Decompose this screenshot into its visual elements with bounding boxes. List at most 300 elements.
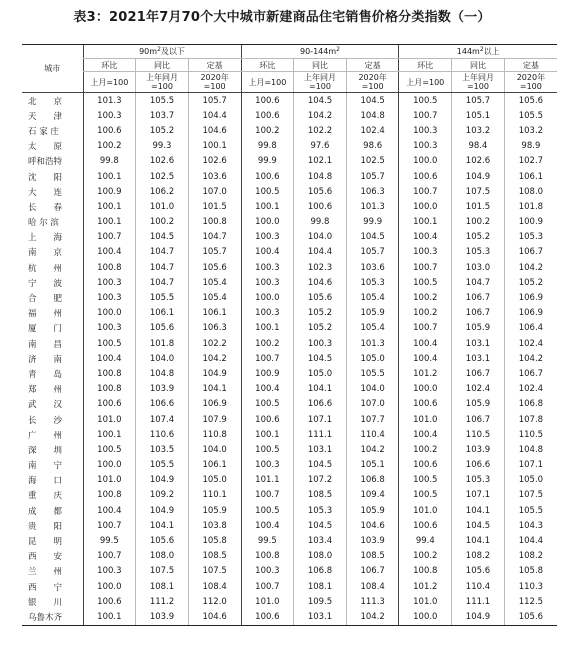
value-cell-fixed-base: 106.7 [504,366,557,381]
value-cell-mom: 100.7 [399,108,452,123]
value-cell-mom: 101.0 [399,594,452,609]
table-title: 表3：2021年7月70个大中城市新建商品住宅销售价格分类指数（一） [73,10,491,25]
city-cell: 南 昌 [28,339,63,350]
value-cell-yoy: 104.1 [452,533,505,548]
value-cell-mom: 100.6 [83,594,136,609]
value-cell-fixed-base: 105.6 [504,93,557,109]
value-cell-fixed-base: 112.0 [188,594,241,609]
city-cell: 广 州 [28,430,63,441]
city-cell: 济 南 [28,354,63,365]
value-cell-fixed-base: 104.0 [346,382,399,397]
value-cell-fixed-base: 104.6 [346,518,399,533]
city-cell: 南 京 [28,248,63,259]
value-cell-mom: 100.5 [399,473,452,488]
value-cell-yoy: 100.2 [452,215,505,230]
value-cell-yoy: 103.1 [452,336,505,351]
value-cell-fixed-base: 106.3 [346,184,399,199]
table-row [22,458,557,473]
value-cell-fixed-base: 104.7 [188,230,241,245]
table-row [22,215,557,230]
value-cell-fixed-base: 103.6 [346,260,399,275]
value-cell-mom: 100.2 [399,306,452,321]
group-header-small: $90m^2$及以下 [83,45,241,59]
value-cell-yoy: 99.3 [136,139,189,154]
value-cell-mom: 100.6 [241,412,294,427]
city-cell: 沈 阳 [28,172,63,183]
value-cell-mom: 100.0 [241,290,294,305]
value-cell-yoy: 104.1 [294,382,347,397]
value-cell-fixed-base: 106.8 [504,397,557,412]
value-cell-mom: 100.5 [241,503,294,518]
value-cell-yoy: 105.7 [452,93,505,109]
value-cell-mom: 100.8 [241,549,294,564]
value-cell-fixed-base: 107.0 [346,397,399,412]
value-cell-fixed-base: 109.4 [346,488,399,503]
table-row [22,275,557,290]
table-row [22,412,557,427]
table-row [22,336,557,351]
table-row [22,230,557,245]
value-cell-fixed-base: 108.4 [188,579,241,594]
value-cell-mom: 100.0 [241,215,294,230]
value-cell-mom: 100.3 [83,564,136,579]
table-row [22,533,557,548]
value-cell-fixed-base: 100.8 [188,215,241,230]
base-header-yoy: 上年同月 =100 [294,72,347,93]
value-cell-yoy: 103.9 [136,609,189,625]
value-cell-yoy: 108.2 [452,549,505,564]
value-cell-fixed-base: 106.8 [346,473,399,488]
value-cell-fixed-base: 105.7 [188,93,241,109]
table-row [22,351,557,366]
city-cell: 成 都 [28,506,63,517]
value-cell-mom: 100.6 [399,458,452,473]
value-cell-fixed-base: 105.0 [188,473,241,488]
value-cell-fixed-base: 101.5 [188,199,241,214]
sub-header-fixed-base: 定基 [504,59,557,72]
base-header-fixed-base: 2020年 =100 [188,72,241,93]
value-cell-mom: 100.7 [241,351,294,366]
value-cell-yoy: 108.0 [136,549,189,564]
value-cell-yoy: 106.7 [452,412,505,427]
value-cell-fixed-base: 111.3 [346,594,399,609]
value-cell-mom: 100.6 [83,123,136,138]
value-cell-fixed-base: 105.6 [504,609,557,625]
value-cell-yoy: 104.1 [452,503,505,518]
value-cell-mom: 100.1 [399,215,452,230]
value-cell-mom: 100.3 [241,458,294,473]
value-cell-yoy: 107.2 [294,473,347,488]
value-cell-mom: 100.3 [241,230,294,245]
city-cell: 海 口 [28,476,63,487]
table-row [22,306,557,321]
value-cell-yoy: 104.7 [136,260,189,275]
value-cell-yoy: 106.7 [452,290,505,305]
city-cell: 武 汉 [28,400,63,411]
value-cell-fixed-base: 104.2 [346,609,399,625]
value-cell-mom: 100.0 [399,154,452,169]
value-cell-yoy: 105.5 [136,458,189,473]
value-cell-yoy: 106.2 [136,184,189,199]
value-cell-mom: 100.1 [241,321,294,336]
value-cell-yoy: 105.3 [452,473,505,488]
value-cell-mom: 100.3 [241,260,294,275]
value-cell-mom: 100.4 [83,245,136,260]
city-column-header: 城市 [22,45,83,93]
value-cell-yoy: 102.5 [136,169,189,184]
value-cell-yoy: 99.8 [294,215,347,230]
value-cell-fixed-base: 110.5 [504,427,557,442]
value-cell-yoy: 104.5 [294,93,347,109]
value-cell-yoy: 104.1 [136,518,189,533]
value-cell-yoy: 103.4 [294,533,347,548]
value-cell-fixed-base: 104.3 [504,518,557,533]
value-cell-yoy: 108.1 [136,579,189,594]
value-cell-mom: 100.3 [83,275,136,290]
value-cell-mom: 100.8 [83,382,136,397]
table-row [22,93,557,109]
value-cell-yoy: 105.6 [136,533,189,548]
value-cell-mom: 100.7 [399,260,452,275]
value-cell-fixed-base: 103.6 [188,169,241,184]
value-cell-mom: 100.7 [241,579,294,594]
sub-header-yoy: 同比 [136,59,189,72]
value-cell-mom: 101.0 [83,473,136,488]
value-cell-yoy: 103.0 [452,260,505,275]
value-cell-fixed-base: 104.8 [346,108,399,123]
value-cell-yoy: 100.6 [294,199,347,214]
value-cell-fixed-base: 101.3 [346,199,399,214]
value-cell-mom: 100.5 [399,93,452,109]
value-cell-yoy: 108.0 [294,549,347,564]
table-row [22,108,557,123]
city-cell: 青 岛 [28,369,63,380]
value-cell-yoy: 105.9 [452,397,505,412]
value-cell-mom: 100.2 [399,290,452,305]
value-cell-yoy: 102.3 [294,260,347,275]
city-cell: 贵 阳 [28,521,63,532]
value-cell-mom: 100.3 [399,245,452,260]
city-cell: 呼和浩特 [28,157,63,168]
value-cell-yoy: 106.7 [452,306,505,321]
value-cell-yoy: 105.2 [294,321,347,336]
value-cell-fixed-base: 107.0 [188,184,241,199]
value-cell-fixed-base: 98.9 [504,139,557,154]
value-cell-yoy: 104.7 [136,275,189,290]
table-row [22,169,557,184]
value-cell-mom: 101.2 [399,579,452,594]
value-cell-fixed-base: 110.4 [346,427,399,442]
sub-header-fixed-base: 定基 [346,59,399,72]
table-row [22,427,557,442]
value-cell-mom: 100.6 [399,518,452,533]
value-cell-fixed-base: 106.1 [188,306,241,321]
value-cell-yoy: 105.3 [294,503,347,518]
value-cell-mom: 100.4 [83,351,136,366]
value-cell-fixed-base: 104.9 [188,366,241,381]
value-cell-mom: 100.7 [399,321,452,336]
value-cell-yoy: 103.9 [452,442,505,457]
value-cell-yoy: 105.6 [452,564,505,579]
table-row [22,488,557,503]
value-cell-mom: 100.6 [241,93,294,109]
value-cell-fixed-base: 108.2 [504,549,557,564]
value-cell-fixed-base: 105.7 [346,169,399,184]
value-cell-fixed-base: 106.4 [504,321,557,336]
value-cell-fixed-base: 106.9 [504,306,557,321]
table-row [22,366,557,381]
value-cell-mom: 100.4 [399,427,452,442]
sub-header-yoy: 同比 [452,59,505,72]
value-cell-mom: 100.3 [83,290,136,305]
base-header-yoy: 上年同月 =100 [452,72,505,93]
value-cell-yoy: 104.0 [136,351,189,366]
value-cell-yoy: 107.1 [452,488,505,503]
value-cell-yoy: 105.2 [294,306,347,321]
value-cell-fixed-base: 106.9 [504,290,557,305]
value-cell-yoy: 110.4 [452,579,505,594]
value-cell-mom: 100.4 [241,382,294,397]
table-row [22,154,557,169]
value-cell-yoy: 105.6 [136,321,189,336]
value-cell-yoy: 104.4 [294,245,347,260]
value-cell-mom: 100.1 [83,169,136,184]
value-cell-yoy: 105.6 [294,184,347,199]
value-cell-yoy: 105.0 [294,366,347,381]
value-cell-fixed-base: 108.4 [346,579,399,594]
value-cell-yoy: 106.6 [452,458,505,473]
value-cell-fixed-base: 112.5 [504,594,557,609]
table-row [22,184,557,199]
table-row [22,579,557,594]
value-cell-fixed-base: 104.5 [346,230,399,245]
value-cell-fixed-base: 102.5 [346,154,399,169]
table-row [22,473,557,488]
value-cell-fixed-base: 108.5 [346,549,399,564]
table-body [22,93,557,626]
value-cell-yoy: 104.2 [294,108,347,123]
value-cell-mom: 100.1 [83,199,136,214]
value-cell-yoy: 103.7 [136,108,189,123]
value-cell-fixed-base: 107.8 [504,412,557,427]
value-cell-fixed-base: 105.9 [188,503,241,518]
table-row [22,397,557,412]
value-cell-mom: 100.2 [83,139,136,154]
city-cell: 大 连 [28,187,63,198]
value-cell-yoy: 105.6 [294,290,347,305]
value-cell-mom: 100.5 [399,488,452,503]
value-cell-fixed-base: 103.8 [188,518,241,533]
base-header-mom: 上月=100 [241,72,294,93]
value-cell-mom: 101.1 [241,473,294,488]
table-row [22,260,557,275]
value-cell-yoy: 105.9 [452,321,505,336]
value-cell-fixed-base: 106.7 [504,245,557,260]
value-cell-mom: 100.0 [399,609,452,625]
value-cell-mom: 101.0 [241,594,294,609]
value-cell-mom: 101.2 [399,366,452,381]
table-row [22,442,557,457]
value-cell-fixed-base: 105.7 [188,245,241,260]
value-cell-yoy: 102.4 [452,382,505,397]
table-row [22,245,557,260]
city-cell: 长 沙 [28,415,63,426]
value-cell-fixed-base: 105.3 [504,230,557,245]
value-cell-yoy: 106.6 [294,397,347,412]
value-cell-mom: 100.0 [83,306,136,321]
value-cell-mom: 100.1 [83,215,136,230]
value-cell-mom: 100.6 [241,169,294,184]
sub-header-mom: 环比 [399,59,452,72]
value-cell-mom: 100.6 [241,609,294,625]
value-cell-mom: 100.5 [399,275,452,290]
value-cell-yoy: 103.1 [294,442,347,457]
city-cell: 福 州 [28,309,63,320]
value-cell-mom: 100.2 [241,123,294,138]
value-cell-mom: 100.3 [241,564,294,579]
city-cell: 西 安 [28,552,63,563]
table-row [22,609,557,625]
table-row [22,382,557,397]
value-cell-yoy: 103.5 [136,442,189,457]
value-cell-fixed-base: 105.4 [188,275,241,290]
value-cell-fixed-base: 104.2 [504,260,557,275]
value-cell-mom: 100.2 [399,549,452,564]
table-row [22,139,557,154]
table-row [22,594,557,609]
value-cell-fixed-base: 110.1 [188,488,241,503]
value-cell-fixed-base: 105.7 [346,245,399,260]
table-row [22,321,557,336]
value-cell-fixed-base: 102.6 [188,154,241,169]
value-cell-mom: 100.3 [83,108,136,123]
value-cell-mom: 100.9 [241,366,294,381]
value-cell-fixed-base: 110.8 [188,427,241,442]
city-cell: 宁 波 [28,278,63,289]
value-cell-fixed-base: 102.2 [188,336,241,351]
value-cell-yoy: 104.9 [452,169,505,184]
value-cell-mom: 99.8 [83,154,136,169]
value-cell-mom: 100.4 [399,230,452,245]
value-cell-yoy: 108.1 [294,579,347,594]
value-cell-yoy: 104.6 [294,275,347,290]
table-row [22,123,557,138]
value-cell-fixed-base: 105.2 [504,275,557,290]
value-cell-mom: 100.4 [399,336,452,351]
value-cell-yoy: 108.5 [294,488,347,503]
city-cell: 兰 州 [28,567,63,578]
city-cell: 乌鲁木齐 [22,609,83,625]
value-cell-yoy: 103.1 [294,609,347,625]
value-cell-mom: 100.3 [399,139,452,154]
table-row [22,290,557,305]
value-cell-fixed-base: 105.5 [346,366,399,381]
value-cell-mom: 99.5 [83,533,136,548]
value-cell-yoy: 104.7 [136,245,189,260]
value-cell-fixed-base: 103.2 [504,123,557,138]
value-cell-mom: 100.4 [241,518,294,533]
value-cell-yoy: 104.8 [136,366,189,381]
table-row [22,564,557,579]
value-cell-mom: 100.7 [83,549,136,564]
city-cell: 西 宁 [28,582,63,593]
value-cell-mom: 100.5 [241,397,294,412]
value-cell-fixed-base: 104.0 [188,442,241,457]
value-cell-fixed-base: 105.4 [346,321,399,336]
value-cell-yoy: 107.4 [136,412,189,427]
value-cell-yoy: 107.5 [452,184,505,199]
table-row [22,518,557,533]
city-cell: 石 家 庄 [28,126,59,137]
value-cell-fixed-base: 106.1 [188,458,241,473]
value-cell-yoy: 106.7 [452,366,505,381]
table-row [22,199,557,214]
value-cell-fixed-base: 107.9 [188,412,241,427]
value-cell-mom: 100.0 [399,382,452,397]
value-cell-fixed-base: 105.4 [188,290,241,305]
value-cell-yoy: 111.1 [452,594,505,609]
value-cell-fixed-base: 105.1 [346,458,399,473]
value-cell-mom: 100.6 [399,397,452,412]
value-cell-yoy: 106.1 [136,306,189,321]
value-cell-mom: 100.0 [83,579,136,594]
value-cell-mom: 101.0 [83,412,136,427]
value-cell-mom: 100.8 [83,260,136,275]
city-cell: 北 京 [28,96,63,107]
value-cell-yoy: 104.8 [294,169,347,184]
value-cell-fixed-base: 104.4 [188,108,241,123]
value-cell-mom: 100.6 [399,169,452,184]
value-cell-mom: 100.5 [241,184,294,199]
city-cell: 重 庆 [28,491,63,502]
city-cell: 郑 州 [28,385,63,396]
value-cell-yoy: 104.7 [452,275,505,290]
value-cell-fixed-base: 104.2 [346,442,399,457]
value-cell-mom: 100.6 [83,397,136,412]
value-cell-yoy: 104.5 [294,351,347,366]
value-cell-mom: 100.1 [83,427,136,442]
base-header-fixed-base: 2020年 =100 [504,72,557,93]
value-cell-mom: 100.7 [399,184,452,199]
value-cell-fixed-base: 105.8 [504,564,557,579]
value-cell-fixed-base: 107.7 [346,412,399,427]
value-cell-fixed-base: 105.8 [188,533,241,548]
value-cell-mom: 100.9 [83,184,136,199]
city-cell: 太 原 [28,142,63,153]
value-cell-yoy: 104.0 [294,230,347,245]
value-cell-fixed-base: 107.1 [504,458,557,473]
value-cell-yoy: 106.6 [136,397,189,412]
value-cell-yoy: 107.5 [136,564,189,579]
value-cell-yoy: 104.5 [136,230,189,245]
value-cell-yoy: 104.5 [294,518,347,533]
value-cell-fixed-base: 98.6 [346,139,399,154]
city-cell: 杭 州 [28,263,63,274]
value-cell-yoy: 104.5 [452,518,505,533]
value-cell-yoy: 110.6 [136,427,189,442]
value-cell-yoy: 105.3 [452,245,505,260]
value-cell-yoy: 97.6 [294,139,347,154]
value-cell-fixed-base: 102.4 [504,382,557,397]
value-cell-fixed-base: 105.5 [504,108,557,123]
value-cell-fixed-base: 100.1 [188,139,241,154]
value-cell-yoy: 105.5 [136,93,189,109]
value-cell-fixed-base: 104.8 [504,442,557,457]
value-cell-mom: 100.2 [241,336,294,351]
city-cell: 长 春 [28,202,63,213]
value-cell-fixed-base: 106.1 [504,169,557,184]
price-index-table-container [22,44,557,626]
